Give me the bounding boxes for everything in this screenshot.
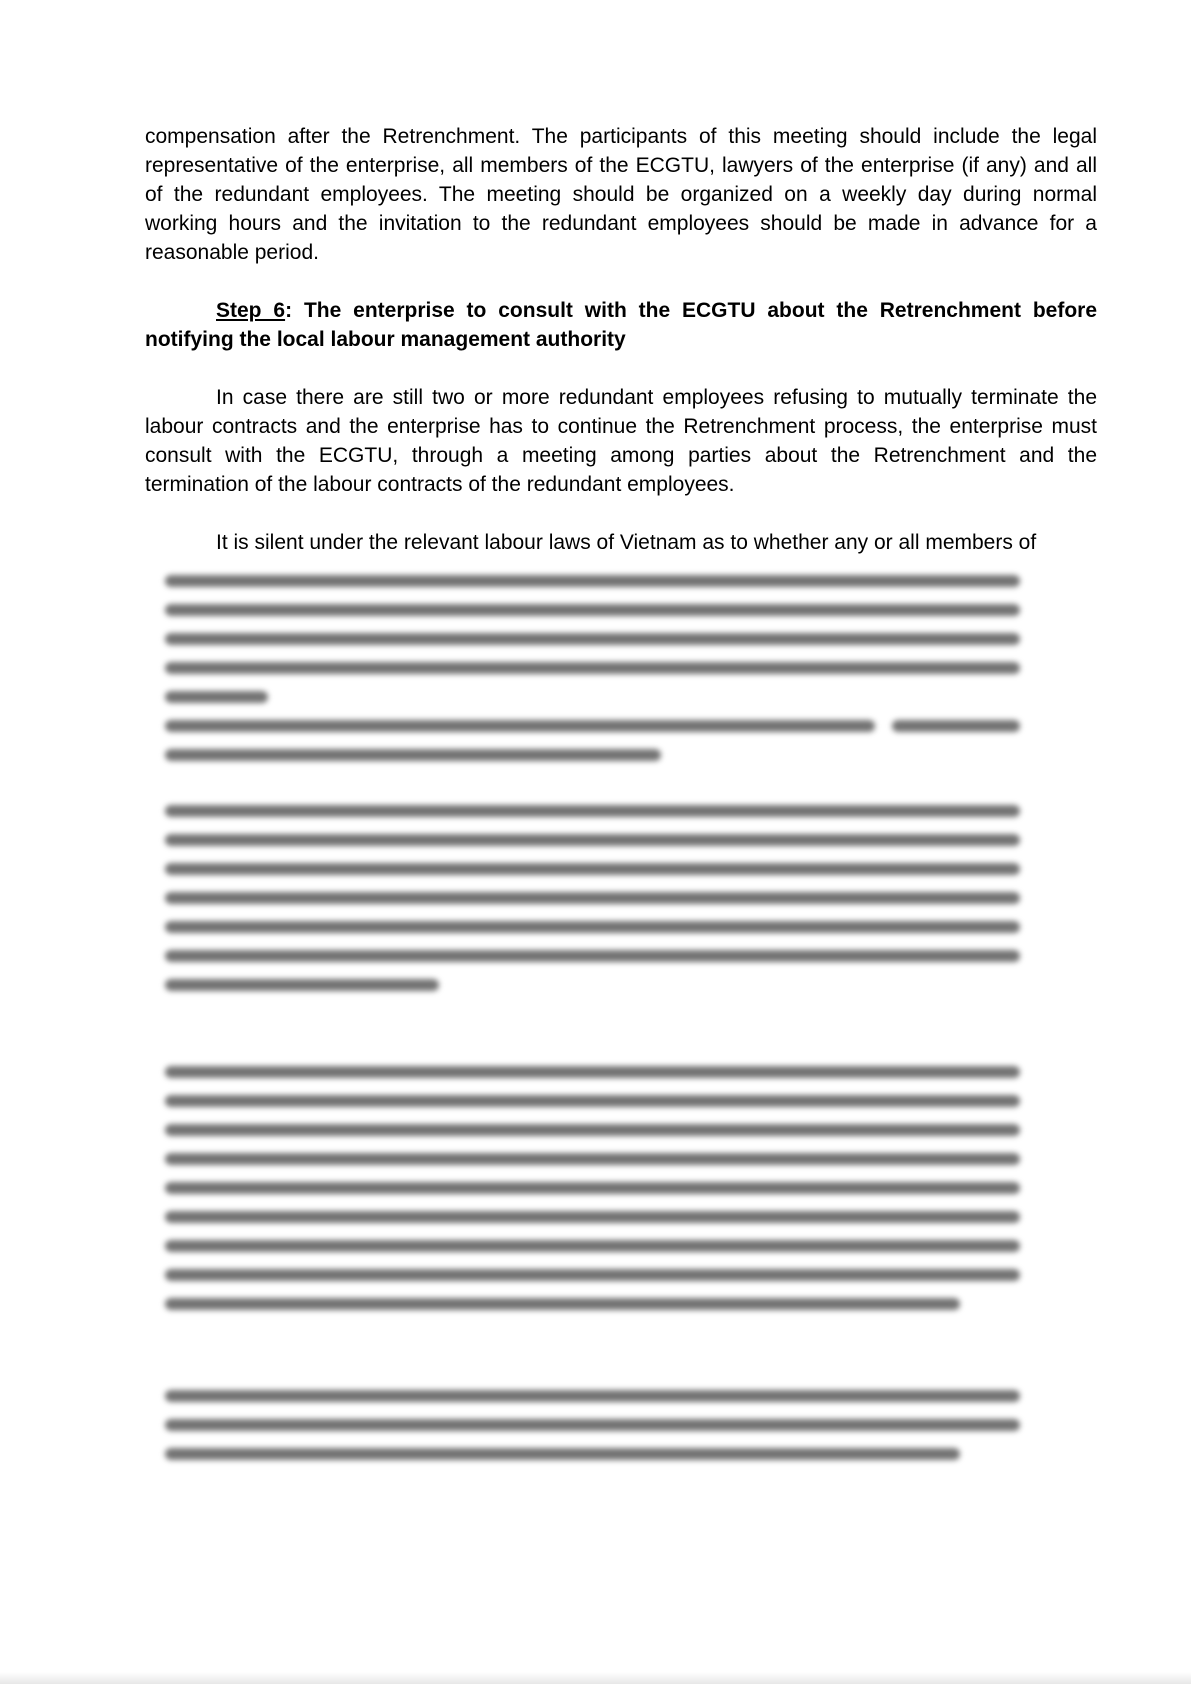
paragraph-consult-ecgtu: In case there are still two or more redundant employees refusing to mutually terminate the labour contracts and the enterprise has to continue the Retrenchment process, the enterprise must consult with the ECGTU, through a meeting among parties about the Retrenchment and the termination of the labour contracts of the redundant employees. xyxy=(145,386,1097,496)
step-6-title: The enterprise to consult with the ECGTU about the Retrenchment before notifying the local labour management authority xyxy=(145,299,1098,351)
blurred-text-block-3 xyxy=(165,1066,1020,1327)
step-6-label: Step 6 xyxy=(216,299,286,322)
blurred-text-block-2 xyxy=(165,805,1020,1008)
paragraph-compensation-meeting: compensation after the Retrenchment. The participants of this meeting should include the legal representative of the enterprise, all members of the ECGTU, lawyers of the enterprise (if any) and all of the redundant employees. The meeting should be organized on a weekly day during normal working hours and the invitation to the redundant employees should be made in advance for a reasonable period. xyxy=(145,125,1097,264)
step-6-separator: : xyxy=(285,299,304,322)
blurred-text-block-1 xyxy=(165,575,1020,778)
blurred-text-block-4 xyxy=(165,1390,1020,1477)
step-6-heading xyxy=(145,296,1097,354)
document-body xyxy=(145,122,1097,557)
paragraph-labour-laws-partial: It is silent under the relevant labour laws of Vietnam as to whether any or all members of xyxy=(216,531,1037,554)
page-bottom-edge xyxy=(0,1672,1191,1684)
